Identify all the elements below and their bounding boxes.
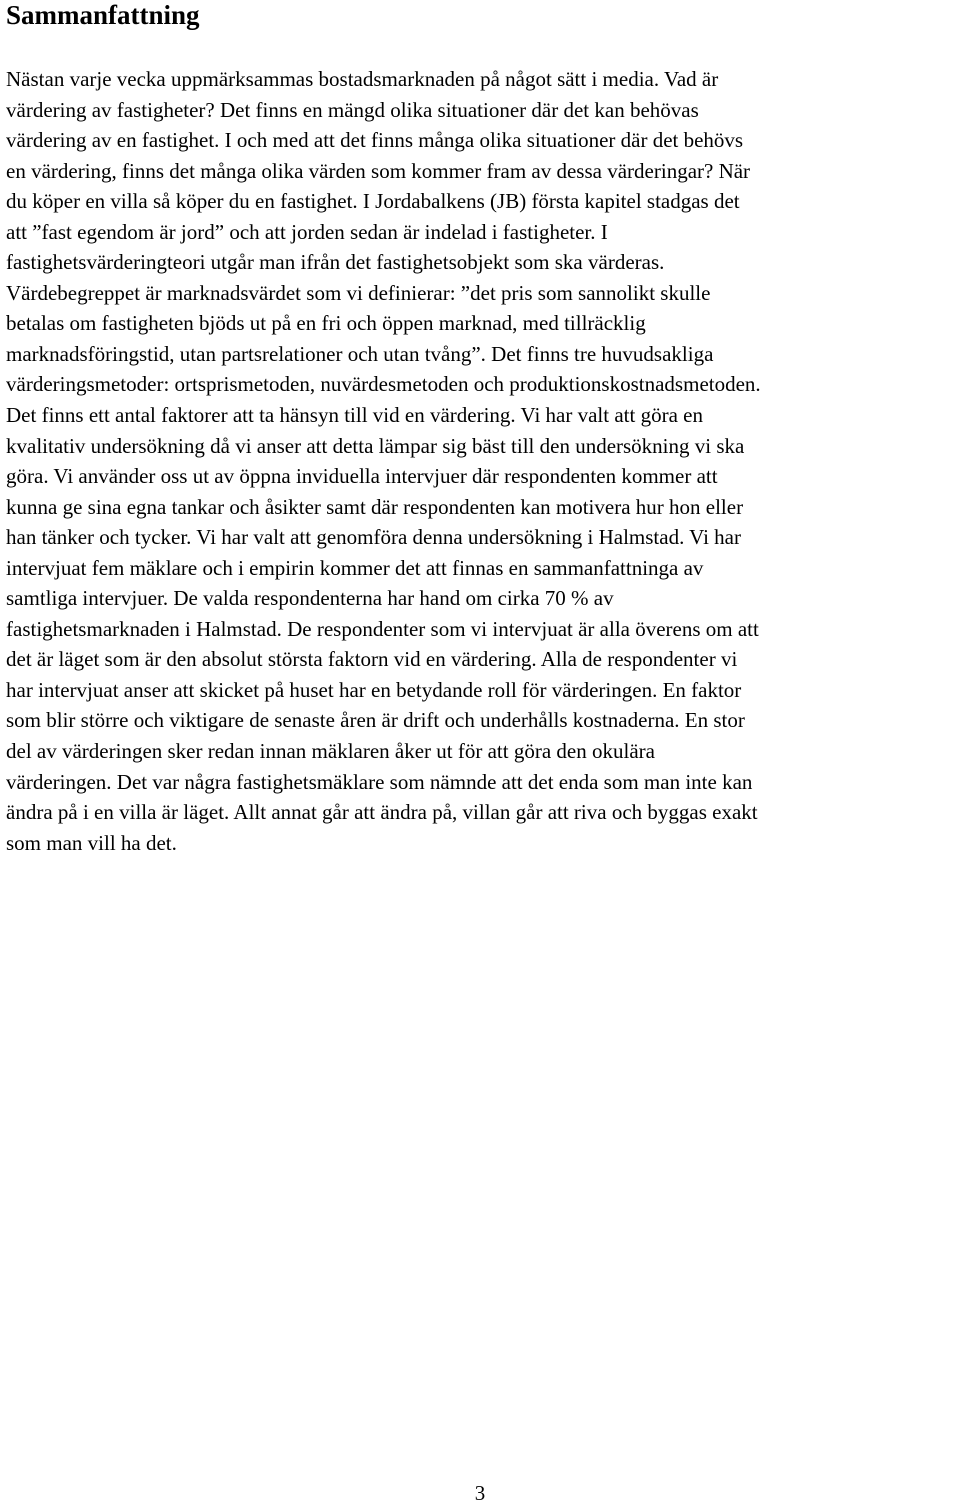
paragraph-line: samtliga intervjuer. De valda respondenterna har hand om cirka 70 % av bbox=[6, 586, 614, 611]
paragraph-line: har intervjuat anser att skicket på huset har en betydande roll för värderingen. En faktor bbox=[6, 677, 742, 702]
paragraph-line: fastighetsvärderingteori utgår man ifrån det fastighetsobjekt som ska värderas. bbox=[6, 250, 665, 275]
paragraph-line: Värdebegreppet är marknadsvärdet som vi definierar: ”det pris som sannolikt skulle bbox=[6, 280, 711, 305]
paragraph-line: värderingsmetoder: ortsprismetoden, nuvärdesmetoden och produktionskostnadsmetoden. bbox=[6, 372, 761, 397]
paragraph-line: en värdering, finns det många olika värden som kommer fram av dessa värderingar? När bbox=[6, 158, 751, 183]
paragraph-line: intervjuat fem mäklare och i empirin kommer det att finnas en sammanfattninga av bbox=[6, 555, 704, 580]
paragraph-line: att ”fast egendom är jord” och att jorden sedan är indelad i fastigheter. I bbox=[6, 219, 608, 244]
paragraph-line: ändra på i en villa är läget. Allt annat går att ändra på, villan går att riva och byggas exakt bbox=[6, 800, 758, 825]
paragraph-line: Det finns ett antal faktorer att ta hänsyn till vid en värdering. Vi har valt att göra en bbox=[6, 403, 703, 428]
paragraph-line: fastighetsmarknaden i Halmstad. De respondenter som vi intervjuat är alla överens om att bbox=[6, 616, 759, 641]
summary-paragraph bbox=[6, 64, 956, 858]
paragraph-line: värdering av en fastighet. I och med att det finns många olika situationer där det behövs bbox=[6, 128, 744, 153]
paragraph-line: som man vill ha det. bbox=[6, 830, 177, 855]
paragraph-line: betalas om fastigheten bjöds ut på en fri och öppen marknad, med tillräcklig bbox=[6, 311, 646, 336]
section-heading: Sammanfattning bbox=[6, 0, 200, 30]
paragraph-line: du köper en villa så köper du en fastighet. I Jordabalkens (JB) första kapitel stadgas det bbox=[6, 189, 740, 214]
paragraph-line: det är läget som är den absolut största faktorn vid en värdering. Alla de respondenter vi bbox=[6, 647, 738, 672]
paragraph-line: marknadsföringstid, utan partsrelationer och utan tvång”. Det finns tre huvudsakliga bbox=[6, 341, 714, 366]
paragraph-line: värderingen. Det var några fastighetsmäklare som nämnde att det enda som man inte kan bbox=[6, 769, 753, 794]
paragraph-line: kvalitativ undersökning då vi anser att detta lämpar sig bäst till den undersökning vi ska bbox=[6, 433, 745, 458]
paragraph-line: del av värderingen sker redan innan mäklaren åker ut för att göra den okulära bbox=[6, 739, 655, 764]
page-number: 3 bbox=[474, 1481, 486, 1505]
paragraph-line: värdering av fastigheter? Det finns en mängd olika situationer där det kan behövas bbox=[6, 97, 699, 122]
paragraph-line: han tänker och tycker. Vi har valt att genomföra denna undersökning i Halmstad. Vi har bbox=[6, 525, 741, 550]
paragraph-line: kunna ge sina egna tankar och åsikter samt där respondenten kan motivera hur hon eller bbox=[6, 494, 744, 519]
paragraph-line: som blir större och viktigare de senaste åren är drift och underhålls kostnaderna. En stor bbox=[6, 708, 745, 733]
paragraph-line: Nästan varje vecka uppmärksammas bostadsmarknaden på något sätt i media. Vad är bbox=[6, 67, 719, 91]
paragraph-line: göra. Vi använder oss ut av öppna inviduella intervjuer där respondenten kommer att bbox=[6, 464, 718, 489]
